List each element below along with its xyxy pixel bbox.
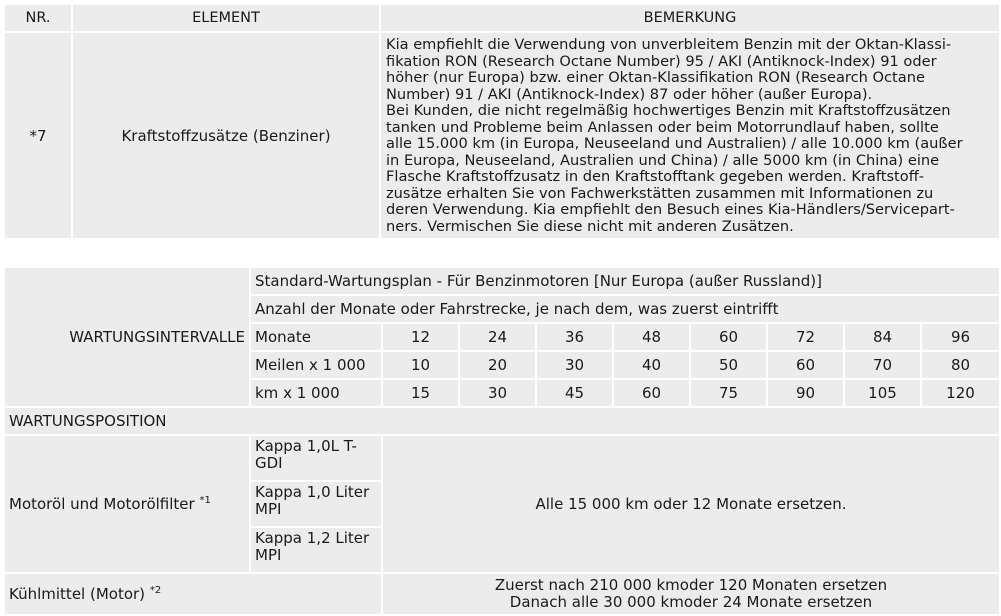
- interval-value: 15: [383, 380, 458, 406]
- table-row: [5, 33, 999, 238]
- interval-value: 24: [460, 324, 535, 350]
- row-element: Kraftstoffzusätze (Benziner): [73, 33, 379, 238]
- interval-value: 120: [922, 380, 999, 406]
- plan-subtitle: Anzahl der Monate oder Fahrstrecke, je nach dem, was zuerst eintrifft: [251, 296, 999, 322]
- oil-instruction: Alle 15 000 km oder 12 Monate ersetzen.: [383, 436, 999, 572]
- engine-name: Kappa 1,2 Liter: [255, 529, 370, 547]
- remark-line: zusätze erhalten Sie von Fachwerkstätten zusammen mit Informationen zu: [386, 184, 934, 202]
- engine-name: Kappa 1,0 Liter: [255, 483, 370, 501]
- remark-line: in Europa, Neuseeland, Australien und China) / alle 5000 km (in China) eine: [386, 151, 940, 169]
- interval-value: 12: [383, 324, 458, 350]
- interval-value: 40: [614, 352, 689, 378]
- oil-label-cell: [5, 436, 249, 572]
- engine-cell: [251, 482, 381, 526]
- engine-cell: [251, 528, 381, 572]
- coolant-label: Kühlmittel (Motor): [9, 585, 146, 603]
- remark-line: Kia empfiehlt die Verwendung von unverbleitem Benzin mit der Oktan-Klassi-: [386, 36, 952, 53]
- interval-value: 70: [845, 352, 920, 378]
- engine-name: MPI: [255, 546, 282, 564]
- interval-label: Monate: [251, 324, 381, 350]
- intervals-label: WARTUNGSINTERVALLE: [5, 268, 249, 406]
- interval-value: 10: [383, 352, 458, 378]
- fuel-additive-table: [3, 3, 1001, 240]
- engine-name: GDI: [255, 454, 283, 472]
- interval-value: 48: [614, 324, 689, 350]
- coolant-line: Danach alle 30 000 kmoder 24 Monate ersetzen: [509, 593, 873, 611]
- coolant-label-cell: [5, 574, 381, 614]
- interval-value: 30: [537, 352, 612, 378]
- interval-value: 96: [922, 324, 999, 350]
- row-remark: [381, 33, 999, 238]
- coolant-line: Zuerst nach 210 000 kmoder 120 Monaten ersetzen: [494, 576, 888, 594]
- row-nr: *7: [5, 33, 71, 238]
- engine-cell: [251, 436, 381, 480]
- interval-value: 30: [460, 380, 535, 406]
- coolant-row: [5, 574, 999, 614]
- header-nr: NR.: [5, 5, 71, 31]
- interval-value: 45: [537, 380, 612, 406]
- oil-label: Motoröl und Motorölfilter: [9, 495, 195, 513]
- interval-value: 90: [768, 380, 843, 406]
- interval-label: Meilen x 1 000: [251, 352, 381, 378]
- interval-value: 80: [922, 352, 999, 378]
- interval-value: 60: [691, 324, 766, 350]
- remark-line: deren Verwendung. Kia empfiehlt den Besuch eines Kia-Händlers/Servicepart-: [386, 201, 955, 218]
- remark-line: höher (nur Europa) bzw. einer Oktan-Klassifikation RON (Research Octane: [386, 69, 925, 86]
- position-label: WARTUNGSPOSITION: [5, 408, 999, 434]
- oil-row: [5, 436, 999, 480]
- remark-line: ners. Vermischen Sie diese nicht mit anderen Zusätzen.: [386, 217, 794, 235]
- interval-value: 50: [691, 352, 766, 378]
- remark-line: Flasche Kraftstoffzusatz in den Kraftstofftank gegeben werden. Kraftstoff-: [386, 168, 925, 185]
- remark-line: Bei Kunden, die nicht regelmäßig hochwertiges Benzin mit Kraftstoffzusätzen: [386, 102, 951, 119]
- remark-line: alle 15.000 km (in Europa, Neuseeland und Australien) / alle 10.000 km (außer: [386, 135, 963, 152]
- maintenance-schedule-table: [3, 266, 1001, 616]
- interval-value: 20: [460, 352, 535, 378]
- plan-title: Standard-Wartungsplan - Für Benzinmotoren [Nur Europa (außer Russland)]: [251, 268, 999, 294]
- interval-value: 60: [768, 352, 843, 378]
- interval-value: 60: [614, 380, 689, 406]
- remark-line: fikation RON (Research Octane Number) 95 / AKI (Antiknock-Index) 91 oder: [386, 52, 937, 70]
- interval-value: 72: [768, 324, 843, 350]
- engine-name: MPI: [255, 500, 282, 518]
- coolant-instruction: [383, 574, 999, 614]
- remark-line: tanken und Probleme beim Anlassen oder beim Motorrundlauf haben, sollte: [386, 118, 939, 136]
- header-remark: BEMERKUNG: [381, 5, 999, 31]
- oil-footnote: *1: [199, 495, 211, 506]
- interval-label: km x 1 000: [251, 380, 381, 406]
- header-element: ELEMENT: [73, 5, 379, 31]
- position-header-row: [5, 408, 999, 434]
- engine-name: Kappa 1,0L T-: [255, 437, 357, 455]
- interval-value: 105: [845, 380, 920, 406]
- remark-line: Number) 91 / AKI (Antiknock-Index) 87 oder höher (außer Europa).: [386, 85, 873, 103]
- interval-value: 75: [691, 380, 766, 406]
- plan-title-row: [5, 268, 999, 294]
- table-header-row: [5, 5, 999, 31]
- interval-value: 84: [845, 324, 920, 350]
- interval-value: 36: [537, 324, 612, 350]
- coolant-footnote: *2: [149, 585, 162, 596]
